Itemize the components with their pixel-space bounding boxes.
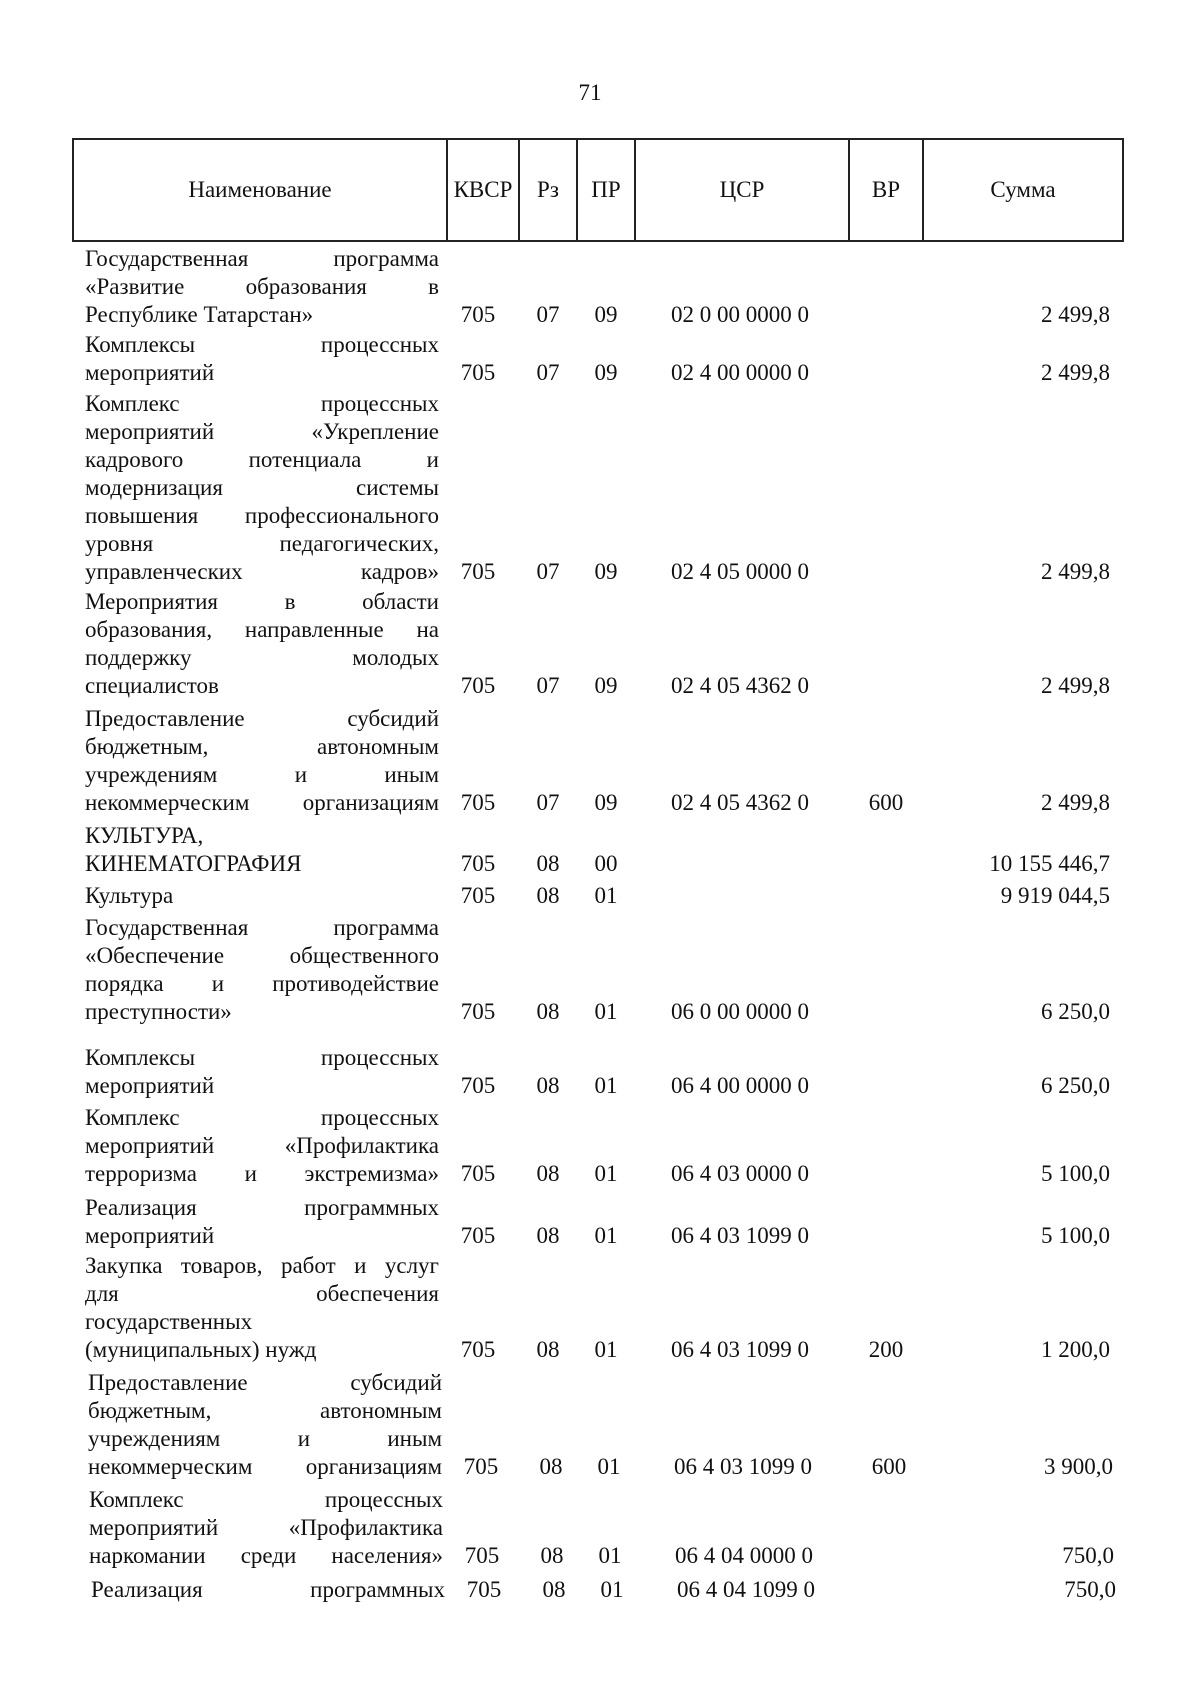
row-name-line: терроризма и экстремизма» xyxy=(85,1161,439,1186)
cell-csr: 02 4 00 0000 0 xyxy=(671,360,809,385)
cell-vr xyxy=(852,1576,932,1604)
table-row xyxy=(0,705,1200,817)
cell-rz: 08 xyxy=(536,1161,560,1186)
row-name xyxy=(85,331,439,387)
cell-vr: 200 xyxy=(868,1337,904,1362)
row-name-line: «Развитие образования в xyxy=(85,274,439,299)
row-name-line: мероприятий xyxy=(85,1073,215,1098)
table-row xyxy=(0,588,1200,700)
cell-kvsr: 705 xyxy=(460,790,496,815)
cell-rz: 08 xyxy=(536,1073,560,1098)
table-row xyxy=(0,1369,1200,1481)
cell-csr: 02 4 05 4362 0 xyxy=(671,790,809,815)
cell-pr: 00 xyxy=(594,851,618,876)
row-name-line: поддержку молодых xyxy=(85,645,439,670)
row-name-line: Республике Татарстан» xyxy=(85,302,314,327)
cell-rz: 07 xyxy=(536,360,560,385)
row-name-line: мероприятий «Профилактика xyxy=(85,1133,439,1158)
row-name xyxy=(85,245,439,329)
cell-sum: 750,0 xyxy=(1062,1543,1114,1568)
cell-rz: 08 xyxy=(539,1454,563,1479)
cell-pr: 01 xyxy=(594,1073,618,1098)
cell-pr: 09 xyxy=(594,790,618,815)
row-name xyxy=(89,1486,443,1570)
cell-sum: 10 155 446,7 xyxy=(989,851,1110,876)
row-name-line: государственных xyxy=(85,1309,253,1334)
row-name-line: Комплекс процессных xyxy=(85,1105,439,1130)
cell-rz: 08 xyxy=(536,851,560,876)
cell-vr xyxy=(846,558,926,586)
cell-vr xyxy=(846,1160,926,1188)
cell-kvsr: 705 xyxy=(460,302,496,327)
header-name: Наименование xyxy=(73,139,447,241)
cell-vr xyxy=(850,1542,930,1570)
row-name xyxy=(85,1194,439,1250)
row-name xyxy=(85,588,439,700)
cell-vr: 600 xyxy=(868,790,904,815)
row-name-line: «Обеспечение общественного xyxy=(85,943,439,968)
row-name-line: для обеспечения xyxy=(85,1281,439,1306)
row-name xyxy=(85,1252,439,1364)
cell-csr: 06 4 03 1099 0 xyxy=(671,1337,809,1362)
row-name-line: Комплекс процессных xyxy=(89,1487,443,1512)
row-name-line: мероприятий «Укрепление xyxy=(85,419,439,444)
row-name xyxy=(85,822,439,878)
row-name-line: некоммерческим организациям xyxy=(85,790,439,815)
cell-sum: 6 250,0 xyxy=(1041,999,1110,1024)
cell-sum: 2 499,8 xyxy=(1041,302,1110,327)
cell-rz: 07 xyxy=(536,790,560,815)
row-name-line: наркомании среди населения» xyxy=(89,1543,443,1568)
cell-sum: 5 100,0 xyxy=(1041,1161,1110,1186)
cell-sum: 2 499,8 xyxy=(1041,790,1110,815)
row-name xyxy=(85,1104,439,1188)
row-name-line: мероприятий xyxy=(85,360,215,385)
cell-rz: 08 xyxy=(540,1543,564,1568)
cell-vr xyxy=(846,359,926,387)
table-row xyxy=(0,331,1200,387)
cell-vr xyxy=(846,301,926,329)
cell-kvsr: 705 xyxy=(460,559,496,584)
row-name-line: порядка и противодействие xyxy=(85,971,439,996)
cell-sum: 2 499,8 xyxy=(1041,360,1110,385)
header-rz: Рз xyxy=(519,139,577,241)
table-row xyxy=(0,914,1200,1026)
row-name-line: модернизация системы xyxy=(85,475,439,500)
cell-rz: 08 xyxy=(536,999,560,1024)
cell-csr: 06 4 03 1099 0 xyxy=(671,1223,809,1248)
cell-sum: 5 100,0 xyxy=(1041,1223,1110,1248)
row-name-line: Предоставление субсидий xyxy=(88,1370,442,1395)
cell-rz: 07 xyxy=(536,673,560,698)
cell-kvsr: 705 xyxy=(460,999,496,1024)
cell-kvsr: 705 xyxy=(460,883,496,908)
row-name-line: (муниципальных) нужд xyxy=(85,1337,317,1362)
cell-sum: 6 250,0 xyxy=(1041,1073,1110,1098)
cell-kvsr: 705 xyxy=(460,1073,496,1098)
cell-sum: 1 200,0 xyxy=(1041,1337,1110,1362)
cell-pr: 09 xyxy=(594,559,618,584)
row-name-line: управленческих кадров» xyxy=(85,559,439,584)
row-name-line: КУЛЬТУРА, xyxy=(85,823,204,848)
row-name-line: повышения профессионального xyxy=(85,503,439,528)
row-name xyxy=(85,882,439,910)
cell-pr: 01 xyxy=(594,1337,618,1362)
row-name-line: Государственная программа xyxy=(85,246,439,271)
row-name-line: мероприятий «Профилактика xyxy=(89,1515,443,1540)
cell-csr xyxy=(640,882,840,910)
row-name-line: Комплексы процессных xyxy=(85,332,439,357)
cell-kvsr: 705 xyxy=(464,1543,500,1568)
cell-pr: 09 xyxy=(594,360,618,385)
cell-csr: 02 0 00 0000 0 xyxy=(671,302,809,327)
row-name-line: бюджетным, автономным xyxy=(88,1398,442,1423)
row-name-line: образования, направленные на xyxy=(85,617,439,642)
table-row xyxy=(0,390,1200,586)
row-name-line: специалистов xyxy=(85,673,219,698)
row-name-line: Государственная программа xyxy=(85,915,439,940)
table-row xyxy=(0,245,1200,329)
cell-vr: 600 xyxy=(871,1454,907,1479)
cell-vr xyxy=(846,998,926,1026)
cell-csr xyxy=(640,850,840,878)
row-name xyxy=(85,705,439,817)
row-name-line: уровня педагогических, xyxy=(85,531,439,556)
cell-pr: 01 xyxy=(594,1223,618,1248)
cell-vr xyxy=(846,850,926,878)
row-name-line: преступности» xyxy=(85,999,232,1024)
cell-pr: 01 xyxy=(597,1454,621,1479)
table-row xyxy=(0,1104,1200,1188)
cell-kvsr: 705 xyxy=(460,1337,496,1362)
table-row xyxy=(0,1044,1200,1100)
page-number: 71 xyxy=(578,80,602,105)
cell-vr xyxy=(846,1072,926,1100)
cell-pr: 01 xyxy=(598,1543,622,1568)
cell-csr: 06 4 00 0000 0 xyxy=(671,1073,809,1098)
cell-pr: 01 xyxy=(594,1161,618,1186)
header-sum: Сумма xyxy=(923,139,1123,241)
row-name-line: Комплекс процессных xyxy=(85,391,439,416)
cell-kvsr: 705 xyxy=(460,851,496,876)
cell-pr: 01 xyxy=(600,1577,624,1602)
cell-sum: 9 919 044,5 xyxy=(1000,883,1110,908)
table-row xyxy=(0,1576,1200,1604)
cell-sum: 750,0 xyxy=(1064,1577,1116,1602)
cell-rz: 07 xyxy=(536,302,560,327)
row-name xyxy=(85,1044,439,1100)
cell-rz: 08 xyxy=(542,1577,566,1602)
cell-pr: 01 xyxy=(594,999,618,1024)
row-name-line: мероприятий xyxy=(85,1223,215,1248)
cell-csr: 02 4 05 0000 0 xyxy=(671,559,809,584)
table-row xyxy=(0,1252,1200,1364)
cell-csr: 06 0 00 0000 0 xyxy=(671,999,809,1024)
row-name-line: кадрового потенциала и xyxy=(85,447,439,472)
table-row xyxy=(0,1486,1200,1570)
row-name-line: бюджетным, автономным xyxy=(85,734,439,759)
header-pr: ПР xyxy=(577,139,635,241)
row-name-line: учреждениям и иным xyxy=(88,1426,442,1451)
row-name-line: Культура xyxy=(85,883,174,908)
row-name xyxy=(85,914,439,1026)
row-name-line: КИНЕМАТОГРАФИЯ xyxy=(85,851,302,876)
cell-csr: 06 4 03 0000 0 xyxy=(671,1161,809,1186)
cell-vr xyxy=(846,1222,926,1250)
cell-rz: 08 xyxy=(536,883,560,908)
table-row xyxy=(0,882,1200,910)
cell-kvsr: 705 xyxy=(466,1577,502,1602)
cell-sum: 2 499,8 xyxy=(1041,559,1110,584)
row-name xyxy=(88,1369,442,1481)
cell-sum: 2 499,8 xyxy=(1041,673,1110,698)
cell-csr: 06 4 03 1099 0 xyxy=(674,1454,812,1479)
row-name-line: Реализация программных xyxy=(85,1195,439,1220)
cell-pr: 09 xyxy=(594,302,618,327)
row-name xyxy=(91,1576,445,1604)
cell-csr: 02 4 05 4362 0 xyxy=(671,673,809,698)
cell-pr: 01 xyxy=(594,883,618,908)
row-name-line: Реализация программных xyxy=(91,1577,445,1602)
row-name-line: Комплексы процессных xyxy=(85,1045,439,1070)
cell-kvsr: 705 xyxy=(460,1223,496,1248)
cell-vr xyxy=(846,672,926,700)
cell-rz: 07 xyxy=(536,559,560,584)
row-name-line: некоммерческим организациям xyxy=(88,1454,442,1479)
row-name-line: Мероприятия в области xyxy=(85,589,439,614)
cell-csr: 06 4 04 1099 0 xyxy=(677,1577,815,1602)
header-kvsr: КВСР xyxy=(447,139,519,241)
cell-pr: 09 xyxy=(594,673,618,698)
cell-rz: 08 xyxy=(536,1337,560,1362)
header-csr: ЦСР xyxy=(635,139,849,241)
header-vr: ВР xyxy=(849,139,923,241)
row-name-line: Предоставление субсидий xyxy=(85,706,439,731)
cell-vr xyxy=(846,882,926,910)
cell-rz: 08 xyxy=(536,1223,560,1248)
cell-sum: 3 900,0 xyxy=(1044,1454,1113,1479)
table-row xyxy=(0,822,1200,878)
table-row xyxy=(0,1194,1200,1250)
cell-kvsr: 705 xyxy=(460,1161,496,1186)
row-name xyxy=(85,390,439,586)
row-name-line: учреждениям и иным xyxy=(85,762,439,787)
cell-kvsr: 705 xyxy=(460,360,496,385)
cell-kvsr: 705 xyxy=(460,673,496,698)
cell-csr: 06 4 04 0000 0 xyxy=(675,1543,813,1568)
row-name-line: Закупка товаров, работ и услуг xyxy=(85,1253,439,1278)
cell-kvsr: 705 xyxy=(463,1454,499,1479)
